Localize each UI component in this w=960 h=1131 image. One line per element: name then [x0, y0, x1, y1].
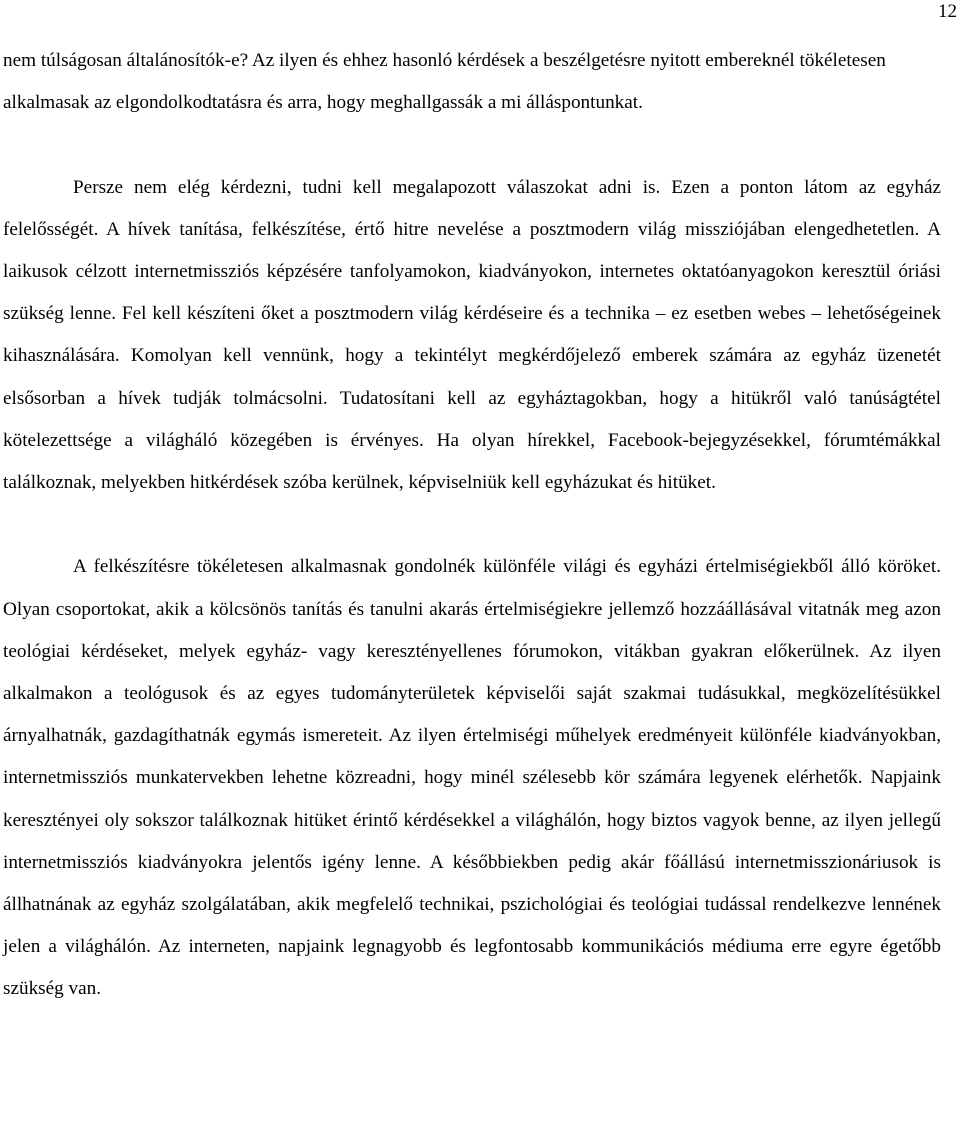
paragraph-2: Persze nem elég kérdezni, tudni kell megalapozott válaszokat adni is. Ezen a ponton látom az egyház felelősségét. A hívek tanítása, felkészítése, értő hitre nevelése a posztmodern világ missziójában elengedhetetlen. A laikusok célzott internetmissziós képzésére tanfolyamokon, kiadványokon, internetes oktatóanyagokon keresztül óriási szükség lenne. Fel kell készíteni őket a posztmodern világ kérdéseire és a technika – ez esetben webes – lehetőségeinek kihasználására. Komolyan kell vennünk, hogy a tekintélyt megkérdőjelező emberek számára az egyház üzenetét elsősorban a hívek tudják tolmácsolni. Tudatosítani kell az egyháztagokban, hogy a hitükről való tanúságtétel kötelezettsége a világháló közegében is érvényes. Ha olyan hírekkel, Facebook-bejegyzésekkel, fórumtémákkal találkoznak, melyekben hitkérdések szóba kerülnek, képviselniük kell egyházukat és hitüket.	[3, 176, 941, 494]
page-number: 12	[938, 1, 957, 22]
document-body	[3, 40, 941, 1011]
paragraph-1: nem túlságosan általánosítók-e? Az ilyen és ehhez hasonló kérdések a beszélgetésre nyitott embereknél tökéletesen alkalmasak az elgondolkodtatásra és arra, hogy meghallgassák a mi álláspontunkat.	[3, 50, 886, 114]
paragraph-3: A felkészítésre tökéletesen alkalmasnak gondolnék különféle világi és egyházi értelmiségiekből álló köröket. Olyan csoportokat, akik a kölcsönös tanítás és tanulni akarás értelmiségiekre jellemző hozzáállásával vitatnák meg azon teológiai kérdéseket, melyek egyház- vagy keresztényellenes fórumokon, vitákban gyakran előkerülnek. Az ilyen alkalmakon a teológusok és az egyes tudományterületek képviselői saját szakmai tudásukkal, megközelítésükkel árnyalhatnák, gazdagíthatnák egymás ismereteit. Az ilyen értelmiségi műhelyek eredményeit különféle kiadványokban, internetmissziós munkatervekben lehetne közreadni, hogy minél szélesebb kör számára legyenek elérhetők. Napjaink keresztényei oly sokszor találkoznak hitüket érintő kérdésekkel a világhálón, hogy biztos vagyok benne, az ilyen jellegű internetmissziós kiadványokra jelentős igény lenne. A későbbiekben pedig akár főállású internetmisszionáriusok is állhatnának az egyház szolgálatában, akik megfelelő technikai, pszichológiai és teológiai tudással rendelkezve lennének jelen a világhálón. Az interneten, napjaink legnagyobb és legfontosabb kommunikációs médiuma erre egyre égetőbb szükség van.	[3, 556, 941, 1000]
